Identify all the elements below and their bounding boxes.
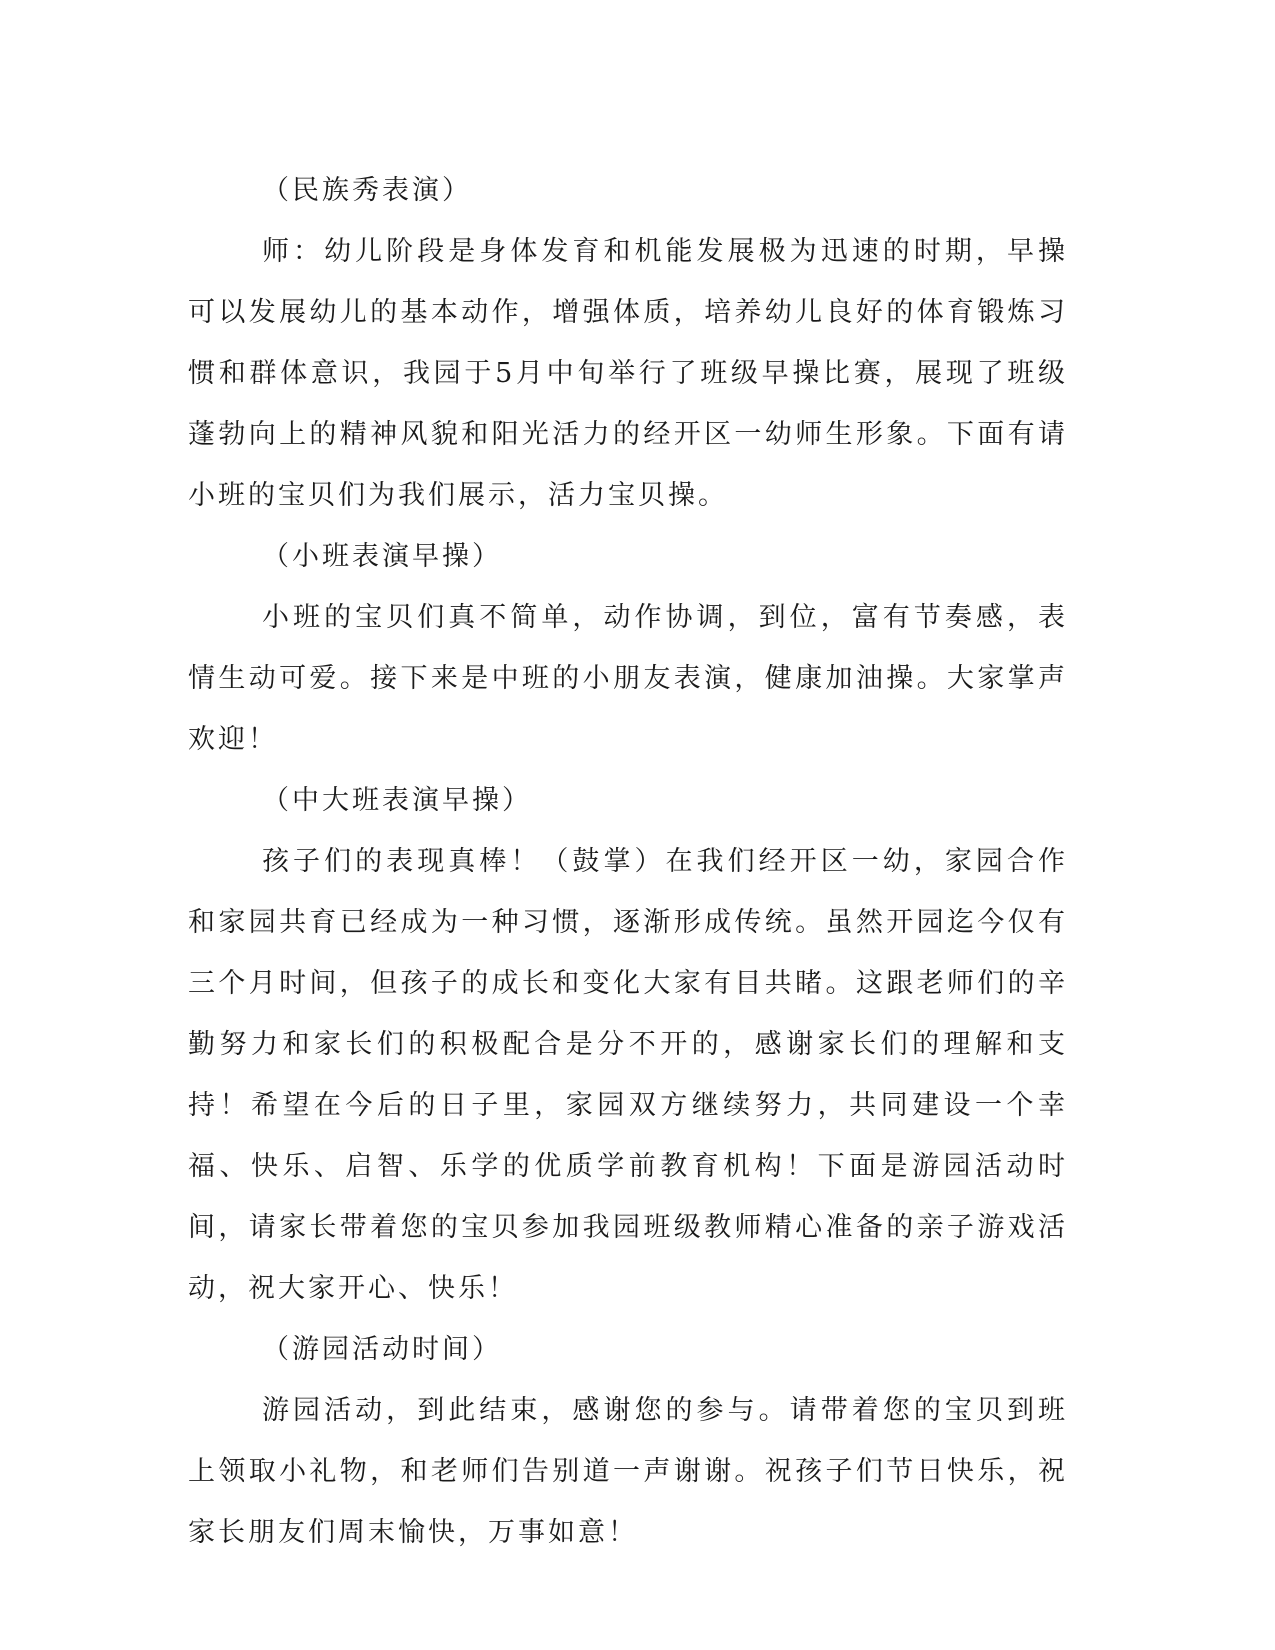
paragraph-home-school-cooperation: 孩子们的表现真棒！（鼓掌）在我们经开区一幼，家园合作和家园共育已经成为一种习惯，逐渐形成传统。虽然开园迄今仅有三个月时间，但孩子的成长和变化大家有目共睹。这跟老师们的辛勤努力和家长们的积极配合是分不开的，感谢家长们的理解和支持！希望在今后的日子里，家园双方继续努力，共同建设一个幸福、快乐、启智、乐学的优质学前教育机构！下面是游园活动时间，请家长带着您的宝贝参加我园班级教师精心准备的亲子游戏活动，祝大家开心、快乐！	[188, 846, 1068, 1304]
document-body	[188, 160, 1068, 1563]
stage-direction-garden-activity: （游园活动时间）	[262, 1334, 502, 1365]
stage-direction-ethnic-show: （民族秀表演）	[262, 175, 472, 206]
paragraph-closing-remarks: 游园活动，到此结束，感谢您的参与。请带着您的宝贝到班上领取小礼物，和老师们告别道一声谢谢。祝孩子们节日快乐，祝家长朋友们周末愉快，万事如意！	[188, 1395, 1068, 1548]
paragraph-morning-exercise-intro: 师：幼儿阶段是身体发育和机能发展极为迅速的时期，早操可以发展幼儿的基本动作，增强体质，培养幼儿良好的体育锻炼习惯和群体意识，我园于5月中旬举行了班级早操比赛，展现了班级蓬勃向上的精神风貌和阳光活力的经开区一幼师生形象。下面有请小班的宝贝们为我们展示，活力宝贝操。	[188, 236, 1068, 511]
stage-direction-middle-large-class: （中大班表演早操）	[262, 785, 532, 816]
stage-direction-small-class: （小班表演早操）	[262, 541, 502, 572]
paragraph-small-class-comment: 小班的宝贝们真不简单，动作协调，到位，富有节奏感，表情生动可爱。接下来是中班的小朋友表演，健康加油操。大家掌声欢迎！	[188, 602, 1068, 755]
